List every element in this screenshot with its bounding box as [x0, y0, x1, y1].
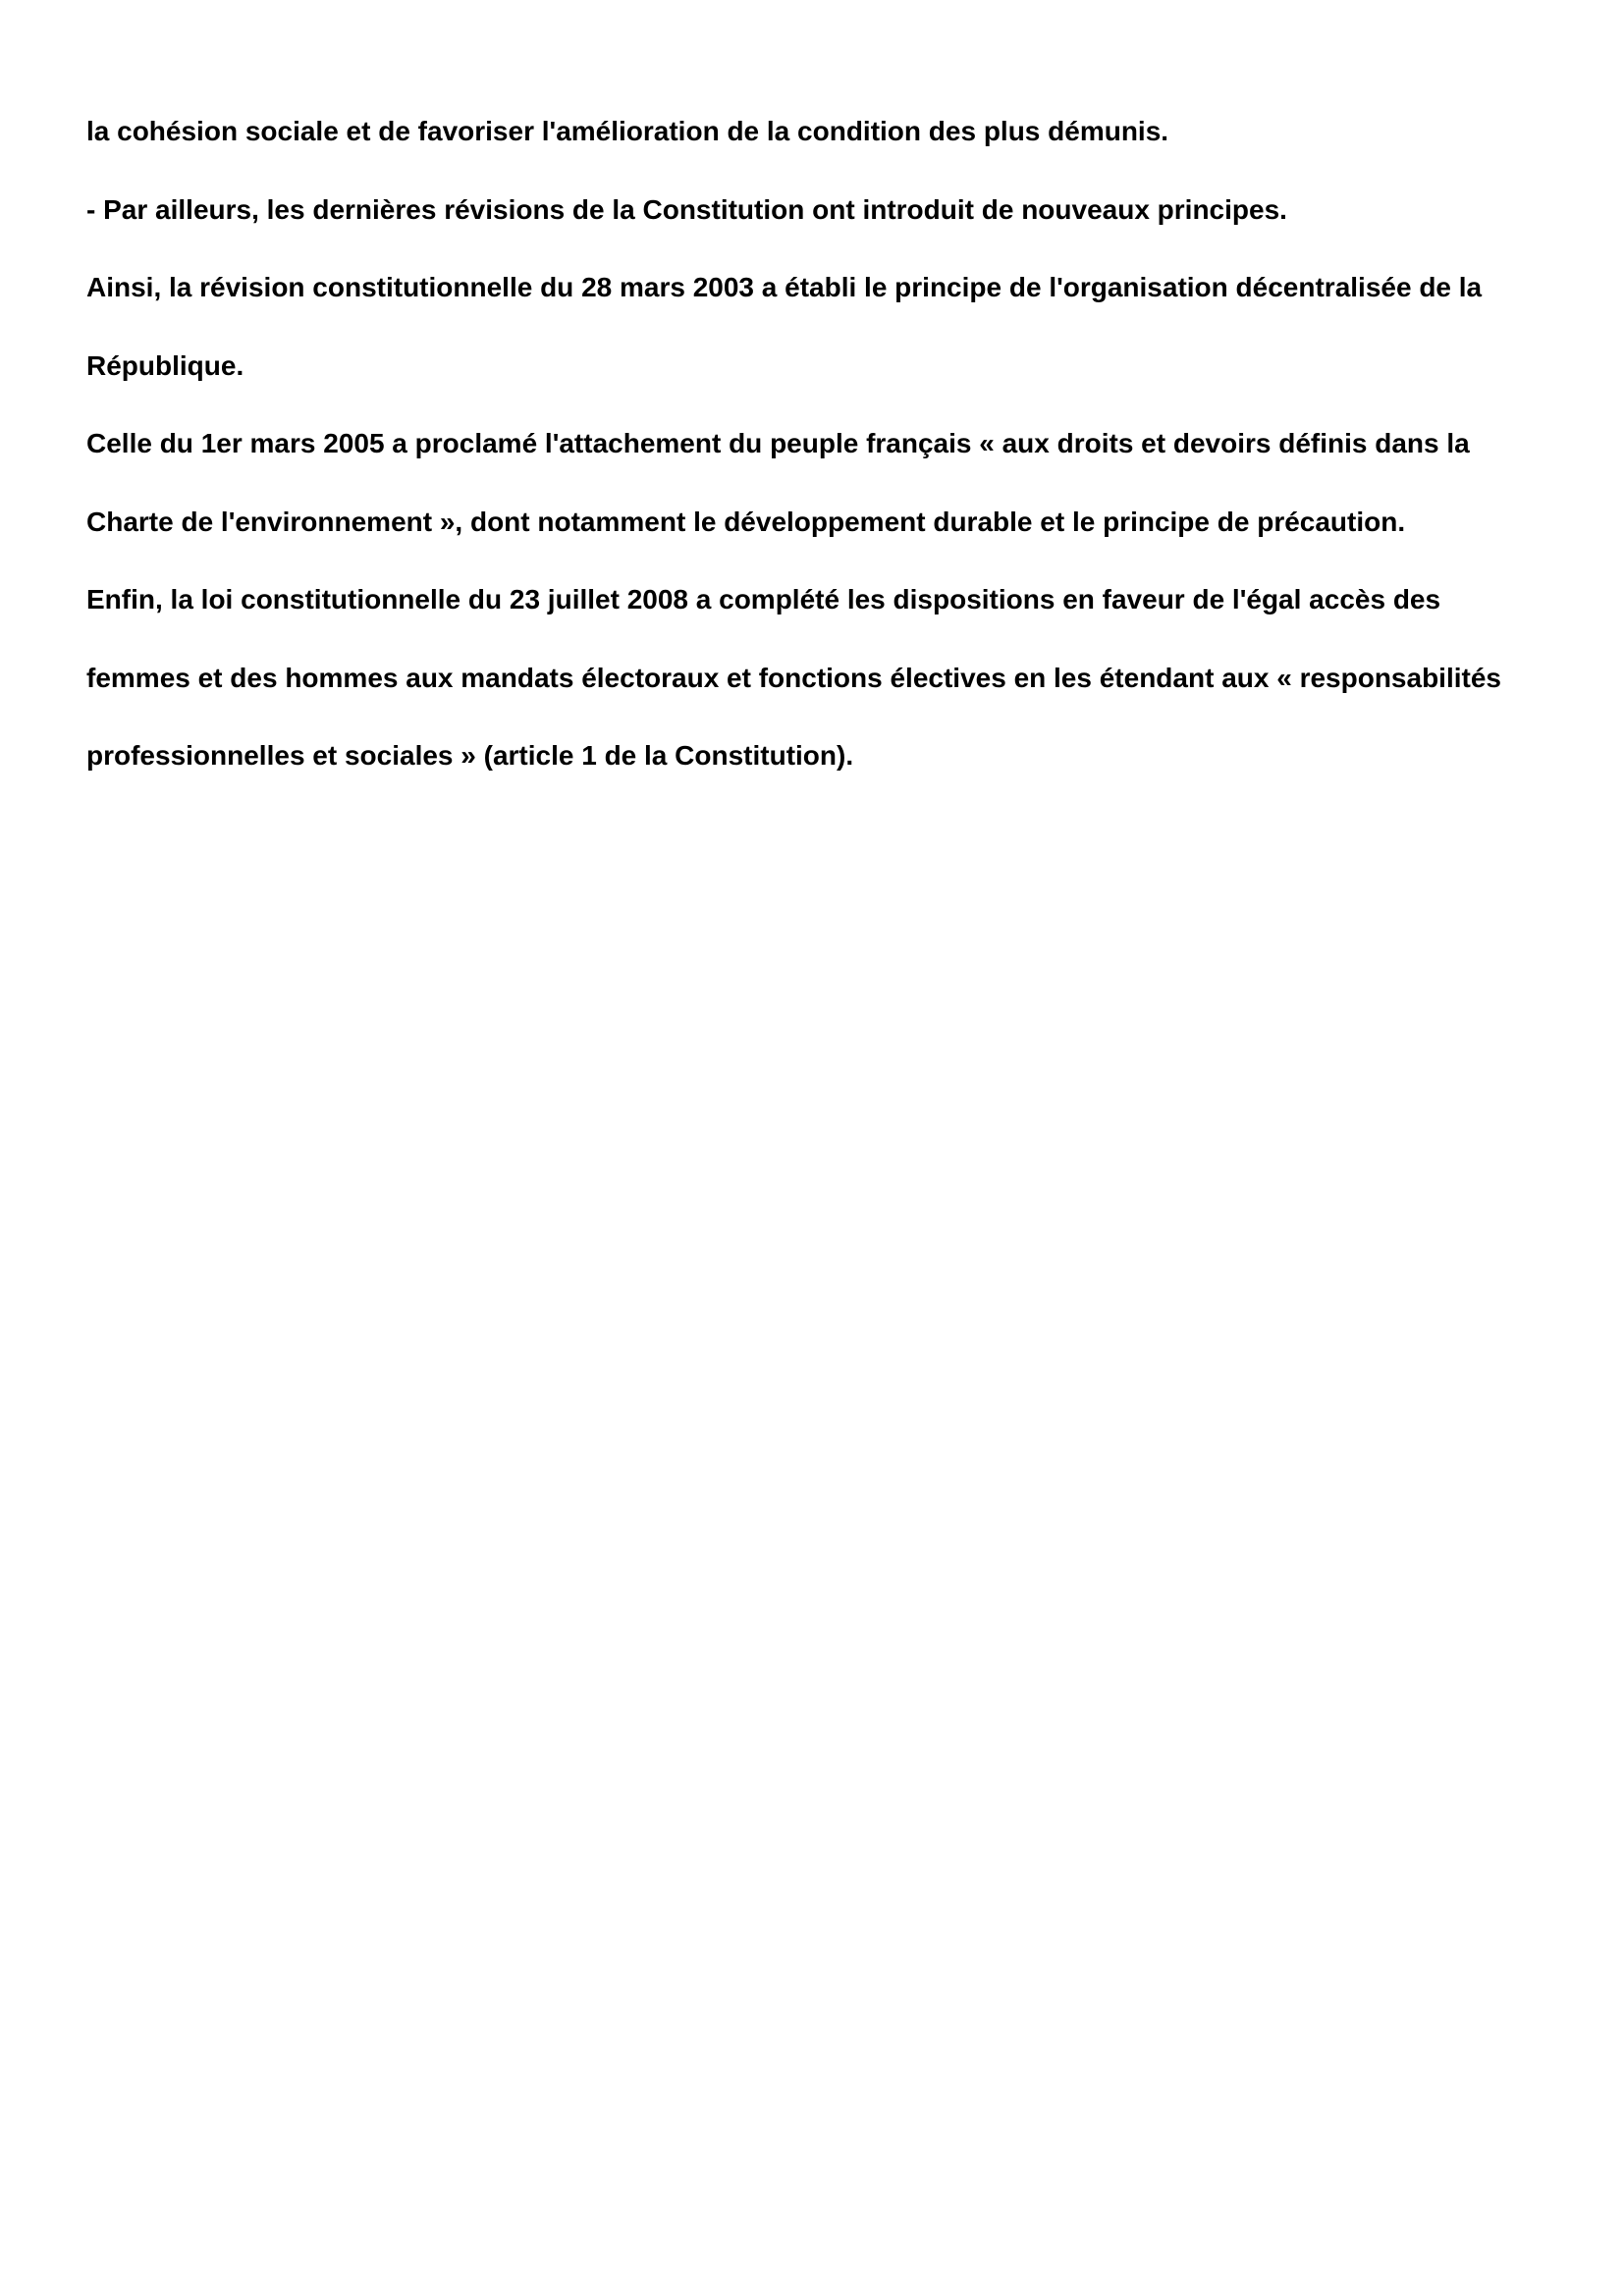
text-line: Charte de l'environnement », dont notamment le développement durable et le principe de précaution.: [86, 506, 1406, 537]
text-line: République.: [86, 349, 244, 381]
text-line: Enfin, la loi constitutionnelle du 23 juillet 2008 a complété les dispositions en faveur de l'égal accès des: [86, 584, 1441, 614]
text-line: femmes et des hommes aux mandats électoraux et fonctions électives en les étendant aux « responsabilités: [86, 662, 1501, 693]
text-line: la cohésion sociale et de favoriser l'amélioration de la condition des plus démunis.: [86, 116, 1169, 146]
text-line: Ainsi, la révision constitutionnelle du 28 mars 2003 a établi le principe de l'organisation décentralisée de la: [86, 272, 1483, 302]
body-text: [86, 92, 1559, 795]
text-line: professionnelles et sociales » (article 1 de la Constitution).: [86, 740, 854, 771]
text-line: - Par ailleurs, les dernières révisions de la Constitution ont introduit de nouveaux principes.: [86, 193, 1287, 225]
text-line: Celle du 1er mars 2005 a proclamé l'attachement du peuple français « aux droits et devoirs définis dans la: [86, 428, 1470, 458]
